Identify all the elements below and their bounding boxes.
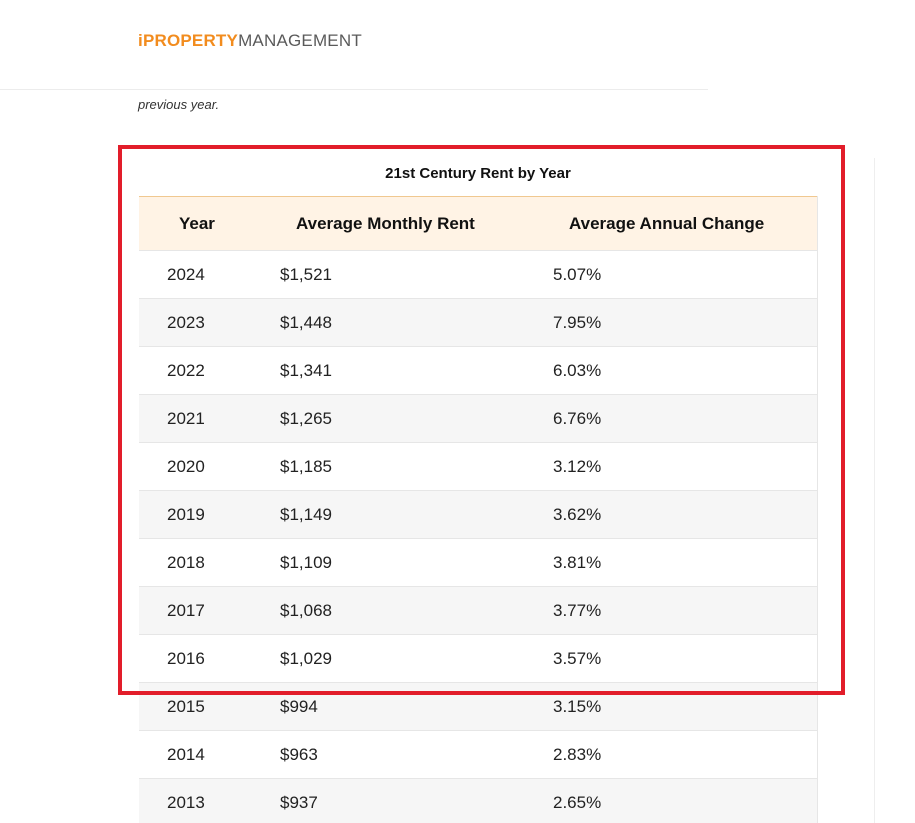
cell-rent: $1,109 — [276, 539, 553, 587]
site-header — [0, 0, 915, 89]
cell-year: 2024 — [139, 251, 276, 299]
rent-table-container — [139, 152, 817, 823]
table-row — [139, 539, 817, 587]
cell-rent: $1,029 — [276, 635, 553, 683]
table-row — [139, 635, 817, 683]
table-row — [139, 731, 817, 779]
table-row — [139, 251, 817, 299]
cell-change: 5.07% — [553, 251, 817, 299]
cell-change: 6.03% — [553, 347, 817, 395]
table-row — [139, 491, 817, 539]
cell-rent: $937 — [276, 779, 553, 823]
table-border-right — [817, 196, 818, 823]
cell-rent: $1,185 — [276, 443, 553, 491]
header-divider — [0, 89, 708, 90]
cell-year: 2015 — [139, 683, 276, 731]
cell-change: 3.62% — [553, 491, 817, 539]
cell-year: 2023 — [139, 299, 276, 347]
cell-year: 2019 — [139, 491, 276, 539]
table-row — [139, 395, 817, 443]
cell-rent: $1,149 — [276, 491, 553, 539]
cell-rent: $963 — [276, 731, 553, 779]
right-rule — [874, 158, 875, 823]
cell-change: 3.81% — [553, 539, 817, 587]
cell-year: 2022 — [139, 347, 276, 395]
cell-change: 7.95% — [553, 299, 817, 347]
rent-table — [139, 197, 817, 823]
cell-change: 3.12% — [553, 443, 817, 491]
table-body — [139, 251, 817, 823]
table-row — [139, 683, 817, 731]
cell-change: 3.15% — [553, 683, 817, 731]
table-row — [139, 779, 817, 823]
site-logo[interactable] — [138, 31, 362, 51]
table-row — [139, 587, 817, 635]
cell-change: 6.76% — [553, 395, 817, 443]
table-row — [139, 443, 817, 491]
cell-change: 3.77% — [553, 587, 817, 635]
table-header-row — [139, 197, 817, 251]
cell-rent: $1,521 — [276, 251, 553, 299]
cell-year: 2018 — [139, 539, 276, 587]
intro-text: previous year. — [138, 97, 220, 112]
cell-rent: $1,068 — [276, 587, 553, 635]
cell-rent: $1,341 — [276, 347, 553, 395]
cell-rent: $1,448 — [276, 299, 553, 347]
cell-year: 2013 — [139, 779, 276, 823]
cell-change: 3.57% — [553, 635, 817, 683]
cell-year: 2014 — [139, 731, 276, 779]
cell-rent: $994 — [276, 683, 553, 731]
cell-change: 2.65% — [553, 779, 817, 823]
cell-rent: $1,265 — [276, 395, 553, 443]
logo-management: MANAGEMENT — [238, 31, 362, 50]
table-row — [139, 347, 817, 395]
cell-year: 2016 — [139, 635, 276, 683]
cell-year: 2020 — [139, 443, 276, 491]
column-header-rent: Average Monthly Rent — [276, 197, 553, 251]
column-header-change: Average Annual Change — [553, 197, 817, 251]
cell-change: 2.83% — [553, 731, 817, 779]
logo-property: PROPERTY — [142, 31, 239, 50]
table-row — [139, 299, 817, 347]
logo-i: i — [138, 31, 143, 50]
column-header-year: Year — [139, 197, 276, 251]
cell-year: 2017 — [139, 587, 276, 635]
table-title: 21st Century Rent by Year — [139, 152, 817, 197]
cell-year: 2021 — [139, 395, 276, 443]
